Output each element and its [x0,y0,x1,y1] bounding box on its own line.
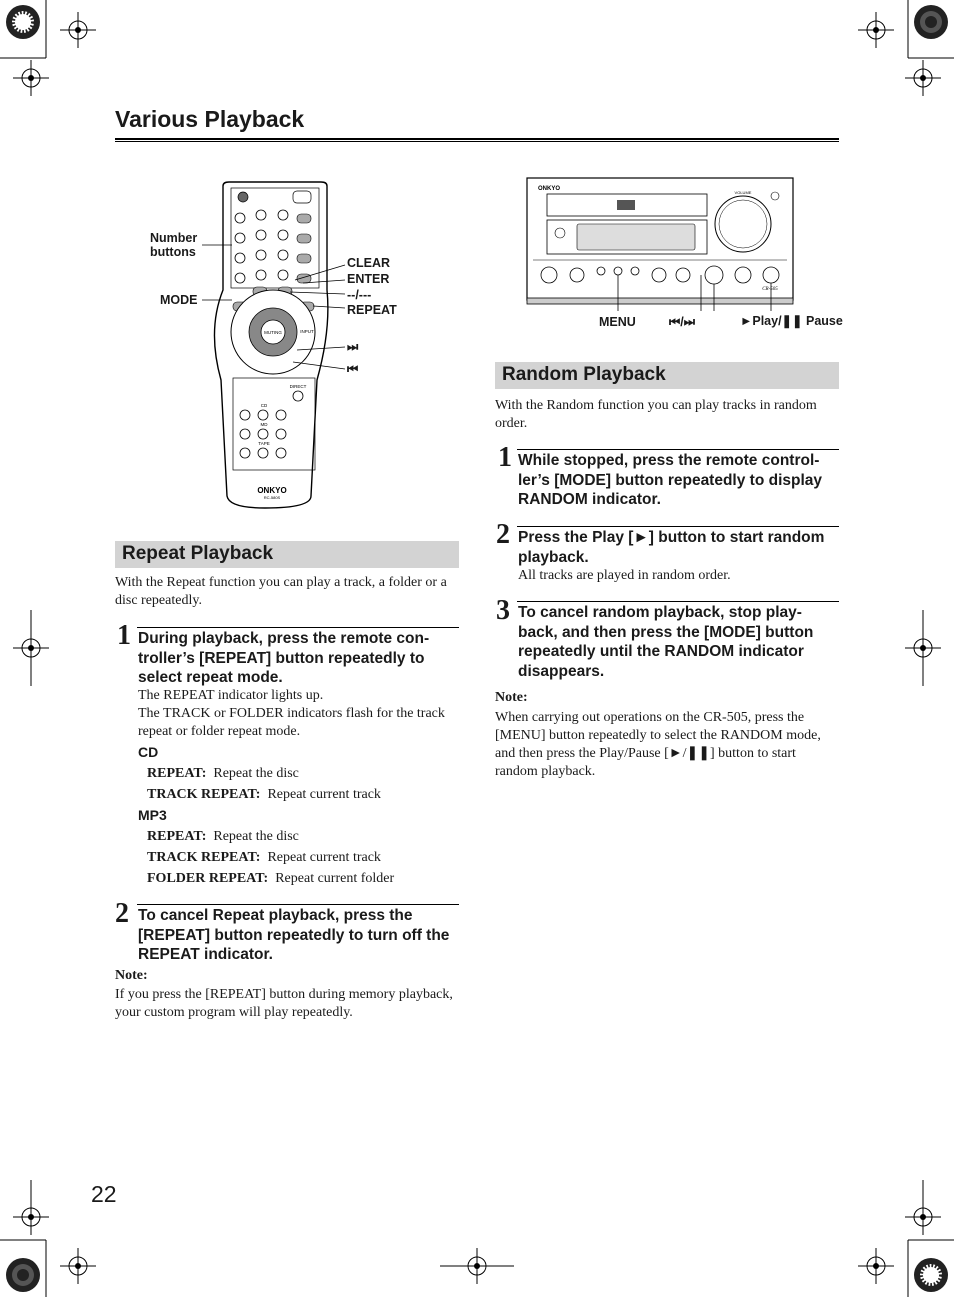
cd-row-desc: Repeat the disc [213,766,299,781]
unit-model-text: CR-505 [762,287,778,292]
unit-front-panel-illustration [525,176,795,311]
clear-label: CLEAR [347,256,391,270]
mp3-row-term: TRACK REPEAT: [147,850,261,865]
mp3-row-repeat [147,828,299,846]
prev-track-label: ⏮ [347,362,359,376]
mp3-row-term: FOLDER REPEAT: [147,871,269,886]
enter-label: ENTER [347,272,390,286]
random-step2-body: All tracks are played in random order. [518,568,731,583]
repeat-step2-heading: To cancel Repeat playback, press the [REPEAT] button repeatedly to turn off the REPEAT indicator. [138,907,450,963]
random-step3-number: 3 [496,595,510,626]
repeat-step2-rule [137,904,459,905]
direct-button[interactable] [293,391,303,401]
repeat-intro: With the Repeat function you can play a track, a folder or a disc repeatedly. [115,575,447,608]
repeat-label: REPEAT [347,303,397,317]
mp3-row-track-repeat [147,849,381,867]
random-intro: With the Random function you can play tracks in random order. [495,398,817,431]
random-section-header [495,362,839,389]
number-buttons-label: Number buttons [150,231,198,259]
repeat-note-heading: Note: [115,968,148,983]
unit-volume-text: VOLUME [734,190,752,195]
random-step2-heading: Press the Play [►] button to start random playback. [518,529,825,566]
cd-row-desc: Repeat current track [267,787,381,802]
remote-cd-text: CD [260,403,268,408]
remote-input-text: INPUT [300,329,314,334]
repeat-step1-heading: During playback, press the remote con- troller’s [REPEAT] button repeatedly to select repeat mode. [138,630,430,686]
random-note-heading: Note: [495,690,528,705]
remote-brand-text: ONKYO [257,486,287,495]
standby-button[interactable] [238,192,248,202]
mode-label: MODE [160,293,198,307]
remote-direct-text: DIRECT [289,384,307,389]
menu-label: MENU [599,315,636,329]
page-number: 22 [91,1181,117,1207]
mp3-row-folder-repeat [147,870,394,888]
random-step1-number: 1 [498,442,512,473]
remote-muting-text: MUTING [264,330,282,335]
next-track-label: ⏭ [347,340,359,354]
mp3-subheading: MP3 [138,807,167,823]
play-pause-label: ►Play/❚❚ Pause [740,314,843,328]
random-step3-rule [517,601,839,602]
cd-row-term: TRACK REPEAT: [147,787,261,802]
cd-row-repeat [147,765,299,783]
cd-subheading: CD [138,744,159,760]
repeat-section-title: Repeat Playback [122,543,274,564]
repeat-step1-number: 1 [117,620,131,651]
remote-tape-text: TAPE [258,441,270,446]
repeat-note-text: If you press the [REPEAT] button during memory playback, your custom program will play repeatedly. [115,987,453,1020]
page-title: Various Playback [115,106,305,132]
mp3-row-desc: Repeat current track [267,850,381,865]
remote-model-text: RC-580S [263,495,281,500]
mp3-row-desc: Repeat the disc [213,829,299,844]
remote-md-text: MD [260,422,268,427]
random-note-text: When carrying out operations on the CR-505, press the [MENU] button repeatedly to select the RANDOM mode, and then press the Play/Pause [►/❚❚] button to start random playback. [495,710,821,779]
cd-row-track-repeat [147,786,381,804]
mp3-row-term: REPEAT: [147,829,207,844]
repeat-step2-number: 2 [115,898,129,929]
random-section-title: Random Playback [502,364,666,385]
repeat-step1-line2: The TRACK or FOLDER indicators flash for the track repeat or folder repeat mode. [138,706,445,739]
repeat-step1-line1: The REPEAT indicator lights up. [138,688,324,703]
random-step1-rule [517,449,839,450]
repeat-section-header [115,541,459,568]
random-step3-heading: To cancel random playback, stop play- back, and then press the [MODE] button repeatedly until the RANDOM indicator disappears. [518,604,814,680]
repeat-step1-rule [137,627,459,628]
skip-label: ⏮/⏭ [669,315,695,329]
unit-brand-text: ONKYO [537,186,561,192]
title-rule [115,138,839,142]
dash-label: --/--- [347,288,372,302]
random-step1-heading: While stopped, press the remote control- ler’s [MODE] button repeatedly to display RANDOM indicator. [518,452,823,508]
random-step2-number: 2 [496,519,510,550]
mp3-row-desc: Repeat current folder [275,871,395,886]
random-step2-rule [517,526,839,527]
cd-row-term: REPEAT: [147,766,207,781]
